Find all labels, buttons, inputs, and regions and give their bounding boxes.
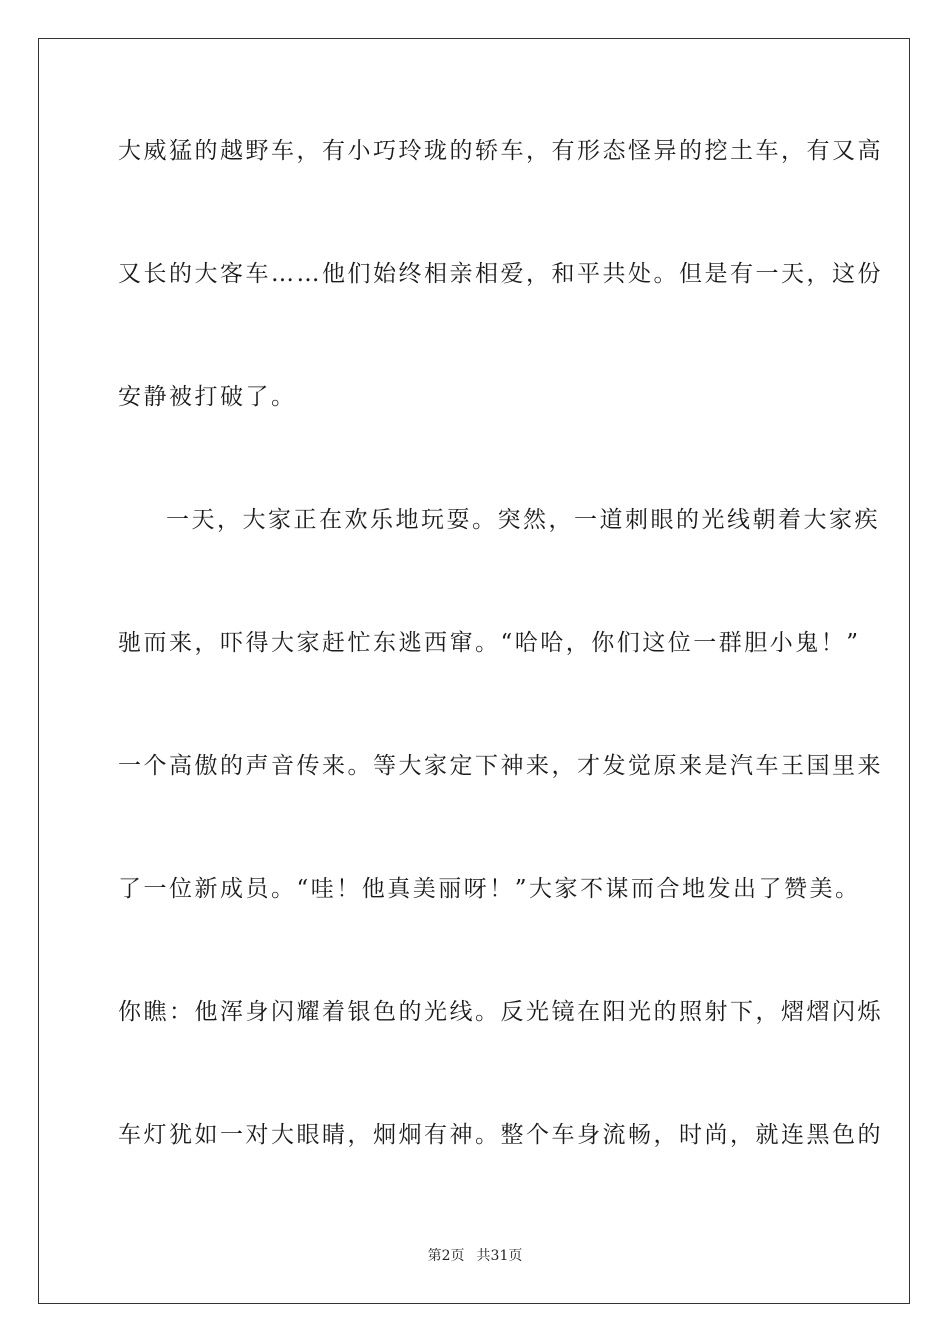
body-line-5: 驰而来，吓得大家赶忙东逃西窜。“哈哈，你们这位一群胆小鬼！” bbox=[118, 630, 861, 656]
body-line-3: 安静被打破了。 bbox=[118, 384, 297, 410]
body-line-9: 车灯犹如一对大眼睛，炯炯有神。整个车身流畅，时尚，就连黑色的 bbox=[118, 1122, 883, 1148]
body-line-1: 大威猛的越野车，有小巧玲珑的轿车，有形态怪异的挖土车，有又高 bbox=[118, 138, 883, 164]
body-line-4: 一天，大家正在欢乐地玩耍。突然，一道刺眼的光线朝着大家疾 bbox=[166, 507, 880, 533]
page-footer bbox=[0, 1246, 950, 1266]
body-line-2: 又长的大客车……他们始终相亲相爱，和平共处。但是有一天，这份 bbox=[118, 261, 883, 287]
body-line-7: 了一位新成员。“哇！他真美丽呀！”大家不谋而合地发出了赞美。 bbox=[118, 876, 861, 902]
body-line-8: 你瞧：他浑身闪耀着银色的光线。反光镜在阳光的照射下，熠熠闪烁 bbox=[118, 999, 883, 1025]
body-line-6: 一个高傲的声音传来。等大家定下神来，才发觉原来是汽车王国里来 bbox=[118, 753, 883, 779]
page-frame bbox=[38, 38, 910, 1304]
page-number: 第2页 bbox=[427, 1248, 465, 1264]
page-total: 共31页 bbox=[476, 1248, 523, 1264]
